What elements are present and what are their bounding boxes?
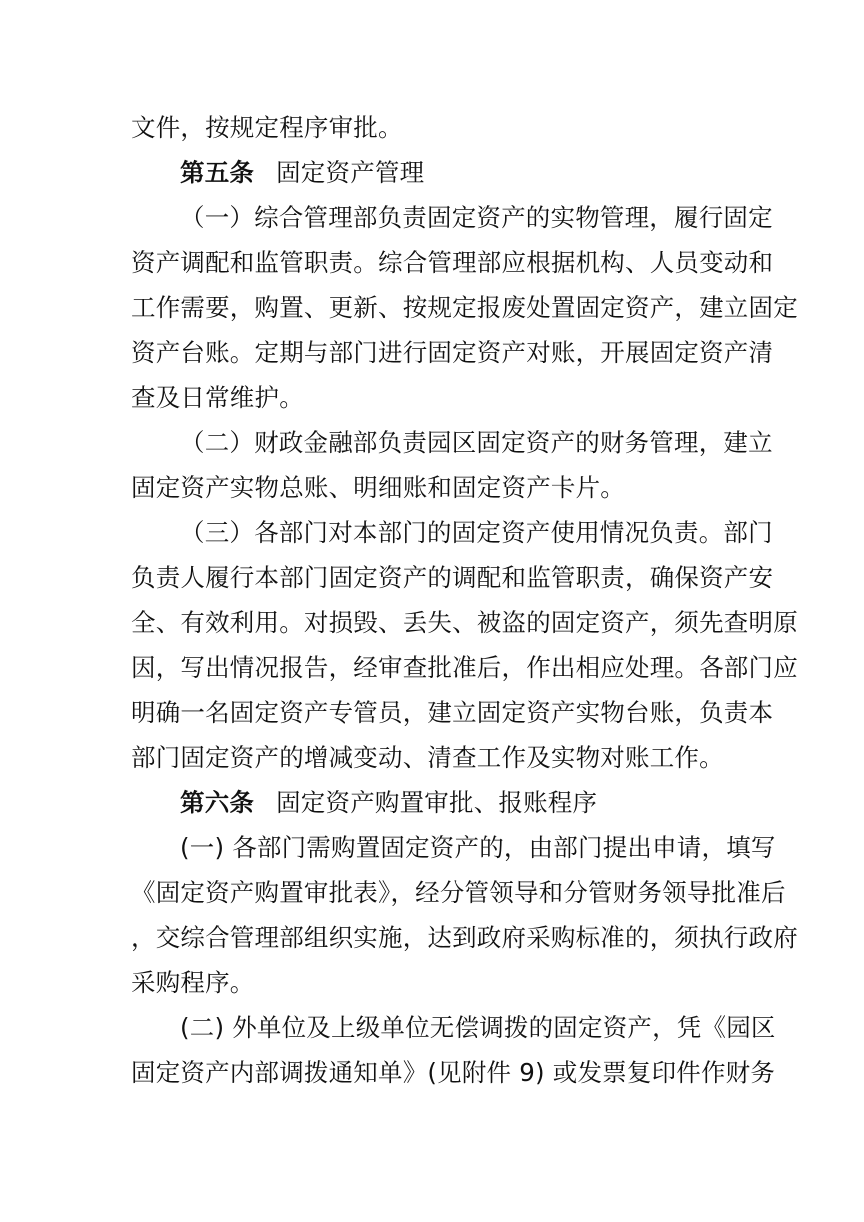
text-line: 部门固定资产的增减变动、清查工作及实物对账工作。 <box>131 743 724 772</box>
text-line: (二) 外单位及上级单位无偿调拨的固定资产，凭《园区 <box>180 1013 776 1042</box>
article-number: 第五条 <box>180 158 255 187</box>
text-line: 固定资产实物总账、明细账和固定资产卡片。 <box>131 473 625 502</box>
text-line: 文件，按规定程序审批。 <box>131 113 403 142</box>
article-number: 第六条 <box>180 788 255 817</box>
text-line: 工作需要，购置、更新、按规定报废处置固定资产，建立固定 <box>131 293 798 322</box>
text-line: 资产调配和监管职责。综合管理部应根据机构、人员变动和 <box>131 248 774 277</box>
text-line: 资产台账。定期与部门进行固定资产对账，开展固定资产清 <box>131 338 774 367</box>
text-line: 《固定资产购置审批表》，经分管领导和分管财务领导批准后 <box>131 878 786 907</box>
article-heading <box>180 783 597 823</box>
text-line: （一）综合管理部负责固定资产的实物管理，履行固定 <box>180 203 773 232</box>
text-line: (一) 各部门需购置固定资产的，由部门提出申请，填写 <box>180 833 776 862</box>
text-line: （三）各部门对本部门的固定资产使用情况负责。部门 <box>180 518 773 547</box>
text-line: ，交综合管理部组织实施，达到政府采购标准的，须执行政府 <box>131 923 798 952</box>
text-line: 采购程序。 <box>131 968 255 997</box>
text-line: （二）财政金融部负责园区固定资产的财务管理，建立 <box>180 428 773 457</box>
text-line: 明确一名固定资产专管员，建立固定资产实物台账，负责本 <box>131 698 774 727</box>
article-title: 固定资产管理 <box>276 158 425 187</box>
article-title: 固定资产购置审批、报账程序 <box>276 788 598 817</box>
text-line: 负责人履行本部门固定资产的调配和监管职责，确保资产安 <box>131 563 774 592</box>
text-line: 因，写出情况报告，经审查批准后，作出相应处理。各部门应 <box>131 653 798 682</box>
text-line: 全、有效利用。对损毁、丢失、被盗的固定资产，须先查明原 <box>131 608 798 637</box>
text-line: 固定资产内部调拨通知单》(见附件 9) 或发票复印件作财务 <box>131 1058 776 1087</box>
text-line: 查及日常维护。 <box>131 383 304 412</box>
article-heading <box>180 153 424 193</box>
